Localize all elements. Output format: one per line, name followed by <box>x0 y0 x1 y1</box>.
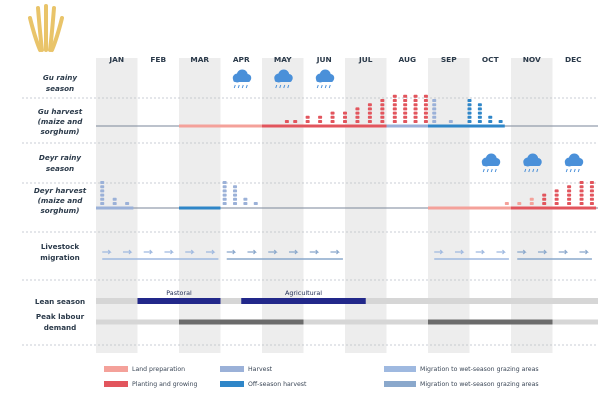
harvest-bar-tick <box>468 107 472 110</box>
harvest-bar-tick <box>424 107 428 110</box>
harvest-bar-tick <box>393 116 397 119</box>
harvest-bar-tick <box>100 189 104 192</box>
harvest-bar-tick <box>223 198 227 201</box>
harvest-bar-tick <box>223 202 227 205</box>
harvest-bar-tick <box>590 202 594 205</box>
rain-drop <box>325 85 326 88</box>
harvest-bar-tick <box>499 120 503 123</box>
harvest-bar-tick <box>432 120 436 123</box>
month-label-jul: JUL <box>359 55 373 64</box>
legend-swatch-to_wet <box>384 366 416 372</box>
legend-label-harvest: Harvest <box>248 366 273 373</box>
harvest-bar-tick <box>468 116 472 119</box>
harvest-bar-tick <box>488 116 492 119</box>
harvest-bar-tick <box>580 202 584 205</box>
harvest-bar-tick <box>293 120 297 123</box>
cloud-base <box>565 162 582 166</box>
harvest-bar-tick <box>403 107 407 110</box>
month-label-nov: NOV <box>522 55 541 64</box>
harvest-bar-tick <box>542 194 546 197</box>
harvest-bar-tick <box>380 120 384 123</box>
month-label-dec: DEC <box>564 55 582 64</box>
row-label-peak: Peak labour <box>35 312 85 321</box>
rain-drop <box>495 169 496 172</box>
harvest-bar-tick <box>424 120 428 123</box>
rain-drop <box>570 169 571 172</box>
cattle-icon <box>330 250 338 254</box>
harvest-bar-tick <box>368 116 372 119</box>
row-label-deyr_rainy: Deyr rainy <box>38 153 82 162</box>
rain-drop <box>242 85 243 88</box>
harvest-bar-tick <box>113 198 117 201</box>
harvest-bar-tick <box>567 198 571 201</box>
row-label-livestock: migration <box>40 253 80 262</box>
harvest-bar-tick <box>432 99 436 102</box>
lean-season-band <box>138 298 221 304</box>
harvest-bar-tick <box>368 103 372 106</box>
harvest-bar-tick <box>555 194 559 197</box>
rain-drop <box>566 169 567 172</box>
harvest-bar-tick <box>424 95 428 98</box>
cloud-base <box>316 78 333 82</box>
harvest-bar-tick <box>414 103 418 106</box>
harvest-bar-tick <box>223 194 227 197</box>
harvest-bar-tick <box>590 198 594 201</box>
harvest-bar-tick <box>343 120 347 123</box>
cattle-icon <box>496 250 504 254</box>
cattle-icon <box>227 250 235 254</box>
harvest-bar-tick <box>318 120 322 123</box>
harvest-bar-tick <box>590 194 594 197</box>
legend-swatch-planting <box>104 381 128 387</box>
harvest-bar-tick <box>468 120 472 123</box>
harvest-bar-tick <box>393 107 397 110</box>
lean-season-band-label: Pastoral <box>166 289 192 297</box>
month-label-may: MAY <box>273 55 292 64</box>
harvest-bar-tick <box>478 107 482 110</box>
row-label-gu_harvest: Gu harvest <box>37 107 83 116</box>
harvest-bar-tick <box>223 189 227 192</box>
harvest-bar-tick <box>567 194 571 197</box>
lean-season-band-label: Agricultural <box>284 289 323 297</box>
harvest-bar-tick <box>580 181 584 184</box>
harvest-bar-tick <box>424 99 428 102</box>
harvest-bar-tick <box>306 116 310 119</box>
harvest-bar-tick <box>100 194 104 197</box>
harvest-bar-tick <box>100 198 104 201</box>
harvest-bar-tick <box>449 120 453 123</box>
harvest-bar-tick <box>331 112 335 115</box>
harvest-bar-tick <box>355 112 359 115</box>
legend-label-off_harvest: Off-season harvest <box>248 381 307 388</box>
peak-labour-band <box>179 320 304 325</box>
rain-cloud-icon <box>316 70 335 89</box>
harvest-bar-tick <box>380 99 384 102</box>
harvest-bar-tick <box>100 202 104 205</box>
harvest-bar-tick <box>432 107 436 110</box>
row-label-livestock: Livestock <box>40 242 80 251</box>
row-label-gu_harvest: sorghum) <box>40 127 80 136</box>
cattle-icon <box>579 250 587 254</box>
harvest-bar-tick <box>233 185 237 188</box>
month-stripe <box>428 58 470 353</box>
harvest-bar-tick <box>355 120 359 123</box>
rain-drop <box>487 169 488 172</box>
cattle-icon <box>144 250 152 254</box>
harvest-bar-tick <box>343 116 347 119</box>
harvest-bar-tick <box>380 116 384 119</box>
harvest-bar-tick <box>580 189 584 192</box>
harvest-bar-tick <box>478 103 482 106</box>
month-label-feb: FEB <box>150 55 167 64</box>
lean-season-band <box>241 298 366 304</box>
harvest-bar-tick <box>254 202 258 205</box>
segment-land_prep <box>428 207 511 210</box>
segment-land_prep <box>179 125 262 128</box>
harvest-bar-tick <box>542 202 546 205</box>
harvest-bar-tick <box>567 189 571 192</box>
row-label-lean: Lean season <box>34 297 86 306</box>
wheat-logo-icon <box>30 6 62 50</box>
harvest-bar-tick <box>414 95 418 98</box>
segment-planting <box>262 125 345 128</box>
harvest-bar-tick <box>580 185 584 188</box>
segment-harvest <box>387 125 429 128</box>
legend-label-to_dry: Migration to wet-season grazing areas <box>420 381 539 388</box>
harvest-bar-tick <box>125 202 129 205</box>
harvest-bar-tick <box>368 107 372 110</box>
harvest-bar-tick <box>368 120 372 123</box>
month-stripe <box>345 58 387 353</box>
harvest-bar-tick <box>233 198 237 201</box>
cattle-icon <box>310 250 318 254</box>
harvest-bar-tick <box>488 120 492 123</box>
cloud-base <box>275 78 292 82</box>
harvest-bar-tick <box>355 107 359 110</box>
cloud-base <box>482 162 499 166</box>
harvest-bar-tick <box>424 103 428 106</box>
harvest-bar-tick <box>393 99 397 102</box>
harvest-bar-tick <box>414 107 418 110</box>
harvest-bar-tick <box>432 116 436 119</box>
harvest-bar-tick <box>393 103 397 106</box>
row-label-peak: demand <box>43 323 77 332</box>
rain-drop <box>321 85 322 88</box>
segment-planting <box>511 207 596 210</box>
row-label-gu_rainy: season <box>45 84 75 93</box>
month-label-aug: AUG <box>398 55 417 64</box>
month-label-sep: SEP <box>440 55 457 64</box>
harvest-bar-tick <box>567 185 571 188</box>
harvest-bar-tick <box>468 99 472 102</box>
harvest-bar-tick <box>590 189 594 192</box>
legend-label-planting: Planting and growing <box>132 381 198 388</box>
month-label-oct: OCT <box>481 55 499 64</box>
harvest-bar-tick <box>468 103 472 106</box>
harvest-bar-tick <box>580 198 584 201</box>
harvest-bar-tick <box>424 112 428 115</box>
rain-cloud-icon <box>482 154 501 173</box>
rain-drop <box>234 85 235 88</box>
harvest-bar-tick <box>478 120 482 123</box>
month-label-jan: JAN <box>109 55 125 64</box>
harvest-bar-tick <box>432 103 436 106</box>
harvest-bar-tick <box>380 103 384 106</box>
row-label-deyr_harvest: (maize and <box>37 196 83 205</box>
harvest-bar-tick <box>318 116 322 119</box>
harvest-bar-tick <box>223 181 227 184</box>
harvest-bar-tick <box>580 194 584 197</box>
harvest-bar-tick <box>530 202 534 205</box>
harvest-bar-tick <box>468 112 472 115</box>
segment-off_harvest <box>179 207 221 210</box>
harvest-bar-tick <box>414 99 418 102</box>
harvest-bar-tick <box>233 189 237 192</box>
harvest-bar-tick <box>567 202 571 205</box>
month-stripe <box>262 58 304 353</box>
legend-swatch-harvest <box>220 366 244 372</box>
month-label-apr: APR <box>232 55 250 64</box>
harvest-bar-tick <box>393 95 397 98</box>
harvest-bar-tick <box>355 116 359 119</box>
month-label-mar: MAR <box>190 55 210 64</box>
harvest-bar-tick <box>380 107 384 110</box>
harvest-bar-tick <box>478 116 482 119</box>
legend-swatch-land_prep <box>104 366 128 372</box>
row-label-gu_rainy: Gu rainy <box>42 73 78 82</box>
cloud-base <box>524 162 541 166</box>
harvest-bar-tick <box>233 194 237 197</box>
harvest-bar-tick <box>285 120 289 123</box>
harvest-bar-tick <box>243 202 247 205</box>
rain-drop <box>483 169 484 172</box>
rain-drop <box>246 85 247 88</box>
row-label-deyr_rainy: season <box>45 164 75 173</box>
harvest-bar-tick <box>555 198 559 201</box>
harvest-bar-tick <box>368 112 372 115</box>
cattle-icon <box>476 250 484 254</box>
harvest-bar-tick <box>505 202 509 205</box>
rain-drop <box>578 169 579 172</box>
harvest-bar-tick <box>424 116 428 119</box>
row-label-deyr_harvest: sorghum) <box>40 206 80 215</box>
legend-label-land_prep: Land preparation <box>132 366 186 373</box>
harvest-bar-tick <box>380 112 384 115</box>
harvest-bar-tick <box>403 103 407 106</box>
harvest-bar-tick <box>403 116 407 119</box>
month-stripe <box>179 58 221 353</box>
harvest-bar-tick <box>478 112 482 115</box>
harvest-bar-tick <box>243 198 247 201</box>
segment-planting <box>345 125 387 128</box>
harvest-bar-tick <box>414 112 418 115</box>
row-label-deyr_harvest: Deyr harvest <box>33 186 87 195</box>
harvest-bar-tick <box>403 112 407 115</box>
segment-harvest <box>96 207 133 210</box>
harvest-bar-tick <box>403 99 407 102</box>
harvest-bar-tick <box>530 198 534 201</box>
cattle-icon <box>164 250 172 254</box>
harvest-bar-tick <box>590 185 594 188</box>
cloud-base <box>233 78 250 82</box>
rain-cloud-icon <box>565 154 584 173</box>
harvest-bar-tick <box>403 95 407 98</box>
harvest-bar-tick <box>542 198 546 201</box>
rain-drop <box>238 85 239 88</box>
legend-swatch-to_dry <box>384 381 416 387</box>
harvest-bar-tick <box>555 202 559 205</box>
segment-off_harvest <box>428 125 505 128</box>
cattle-icon <box>559 250 567 254</box>
harvest-bar-tick <box>393 112 397 115</box>
harvest-bar-tick <box>306 120 310 123</box>
rain-drop <box>329 85 330 88</box>
cattle-icon <box>247 250 255 254</box>
rain-drop <box>491 169 492 172</box>
row-label-gu_harvest: (maize and <box>37 117 83 126</box>
harvest-bar-tick <box>393 120 397 123</box>
month-stripe <box>96 58 138 353</box>
harvest-bar-tick <box>432 112 436 115</box>
harvest-bar-tick <box>414 120 418 123</box>
month-stripe <box>511 58 553 353</box>
legend-label-to_wet: Migration to wet-season grazing areas <box>420 366 539 373</box>
harvest-bar-tick <box>555 189 559 192</box>
rain-drop <box>574 169 575 172</box>
harvest-bar-tick <box>331 116 335 119</box>
harvest-bar-tick <box>414 116 418 119</box>
harvest-bar-tick <box>113 202 117 205</box>
harvest-bar-tick <box>403 120 407 123</box>
harvest-bar-tick <box>590 181 594 184</box>
harvest-bar-tick <box>331 120 335 123</box>
harvest-bar-tick <box>343 112 347 115</box>
harvest-bar-tick <box>517 202 521 205</box>
peak-labour-band <box>428 320 553 325</box>
month-label-jun: JUN <box>316 55 332 64</box>
rain-cloud-icon <box>233 70 252 89</box>
harvest-bar-tick <box>223 185 227 188</box>
harvest-bar-tick <box>233 202 237 205</box>
legend-swatch-off_harvest <box>220 381 244 387</box>
rain-drop <box>317 85 318 88</box>
harvest-bar-tick <box>100 185 104 188</box>
harvest-bar-tick <box>100 181 104 184</box>
